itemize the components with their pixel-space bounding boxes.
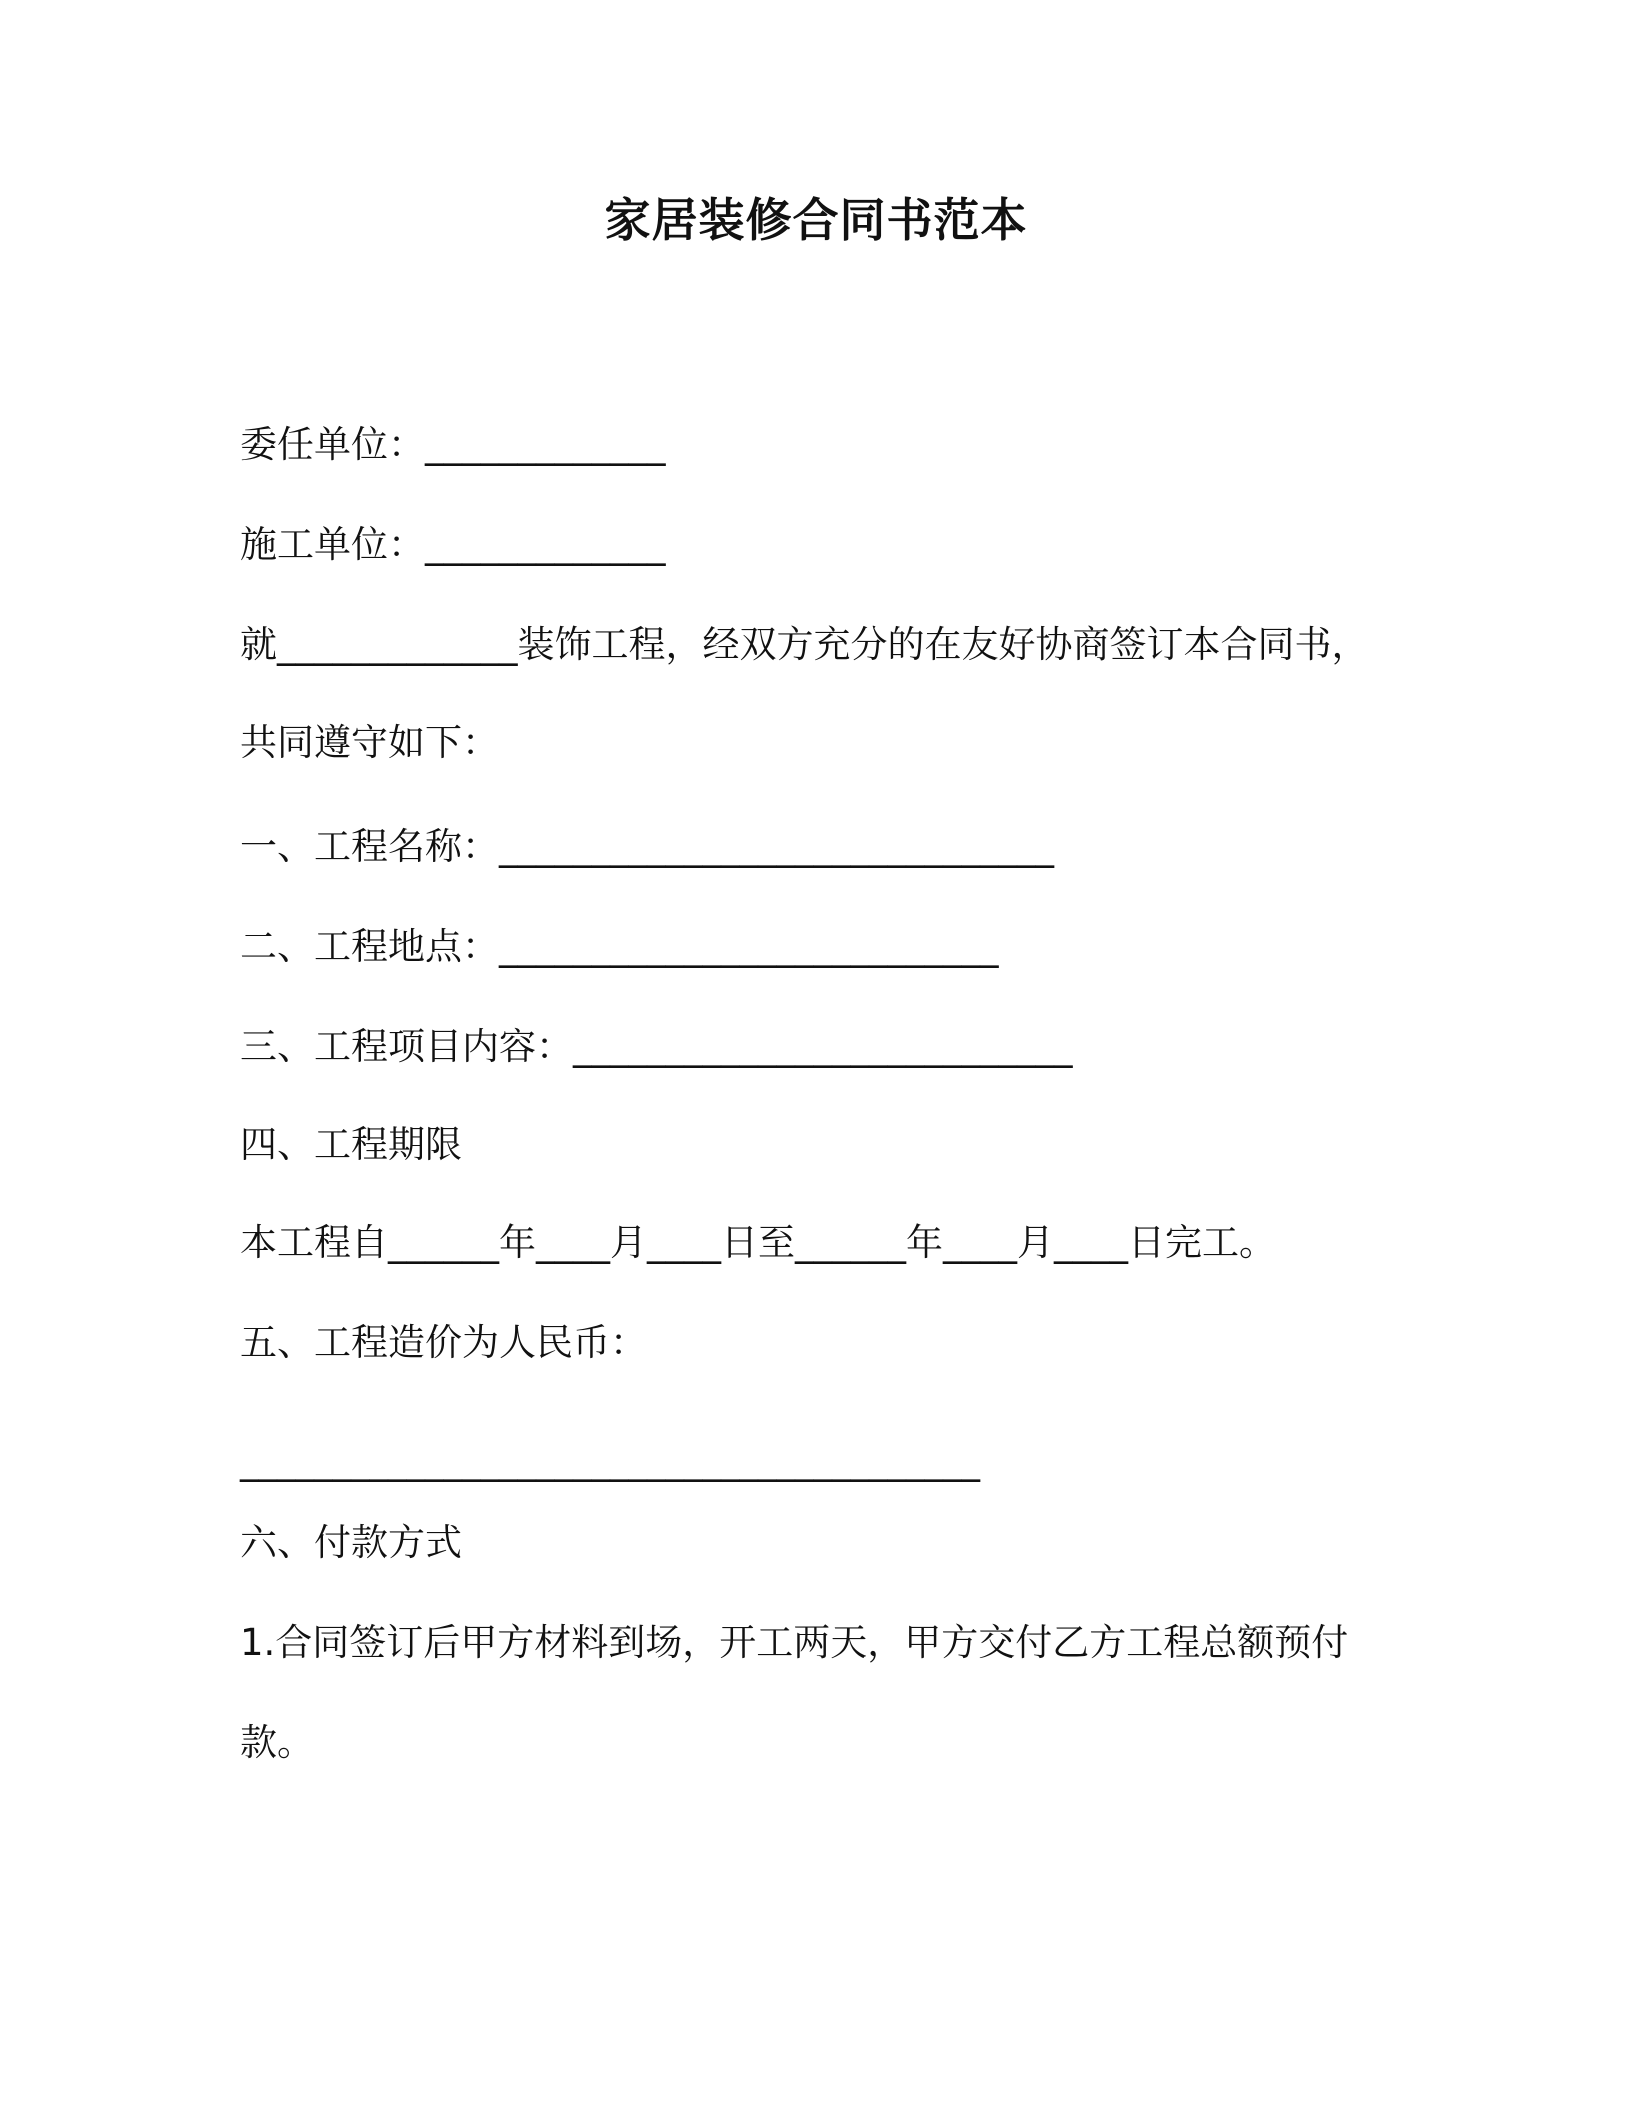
item-project-location: 二、工程地点：___________________________ — [240, 925, 999, 968]
item-project-name: 一、工程名称：______________________________ — [240, 825, 1054, 868]
payment-line-2: 款。 — [240, 1721, 314, 1764]
intro-line-1: 就_____________装饰工程，经双方充分的在友好协商签订本合同书， — [240, 623, 1369, 666]
item-payment-method: 六、付款方式 — [240, 1521, 462, 1564]
item-project-price: 五、工程造价为人民币： — [240, 1321, 647, 1364]
contractor-line: 施工单位：_____________ — [240, 523, 666, 566]
client-line: 委任单位：_____________ — [240, 423, 666, 466]
payment-line-1: 1.合同签订后甲方材料到场，开工两天，甲方交付乙方工程总额预付 — [240, 1621, 1349, 1664]
item-project-period: 四、工程期限 — [240, 1123, 462, 1166]
item-project-content: 三、工程项目内容：___________________________ — [240, 1025, 1073, 1068]
period-line: 本工程自______年____月____日至______年____月____日完工。 — [240, 1221, 1276, 1264]
intro-line-2: 共同遵守如下： — [240, 721, 499, 764]
document-title: 家居装修合同书范本 — [604, 193, 1028, 247]
price-blank-line: ________________________________________ — [240, 1439, 980, 1482]
